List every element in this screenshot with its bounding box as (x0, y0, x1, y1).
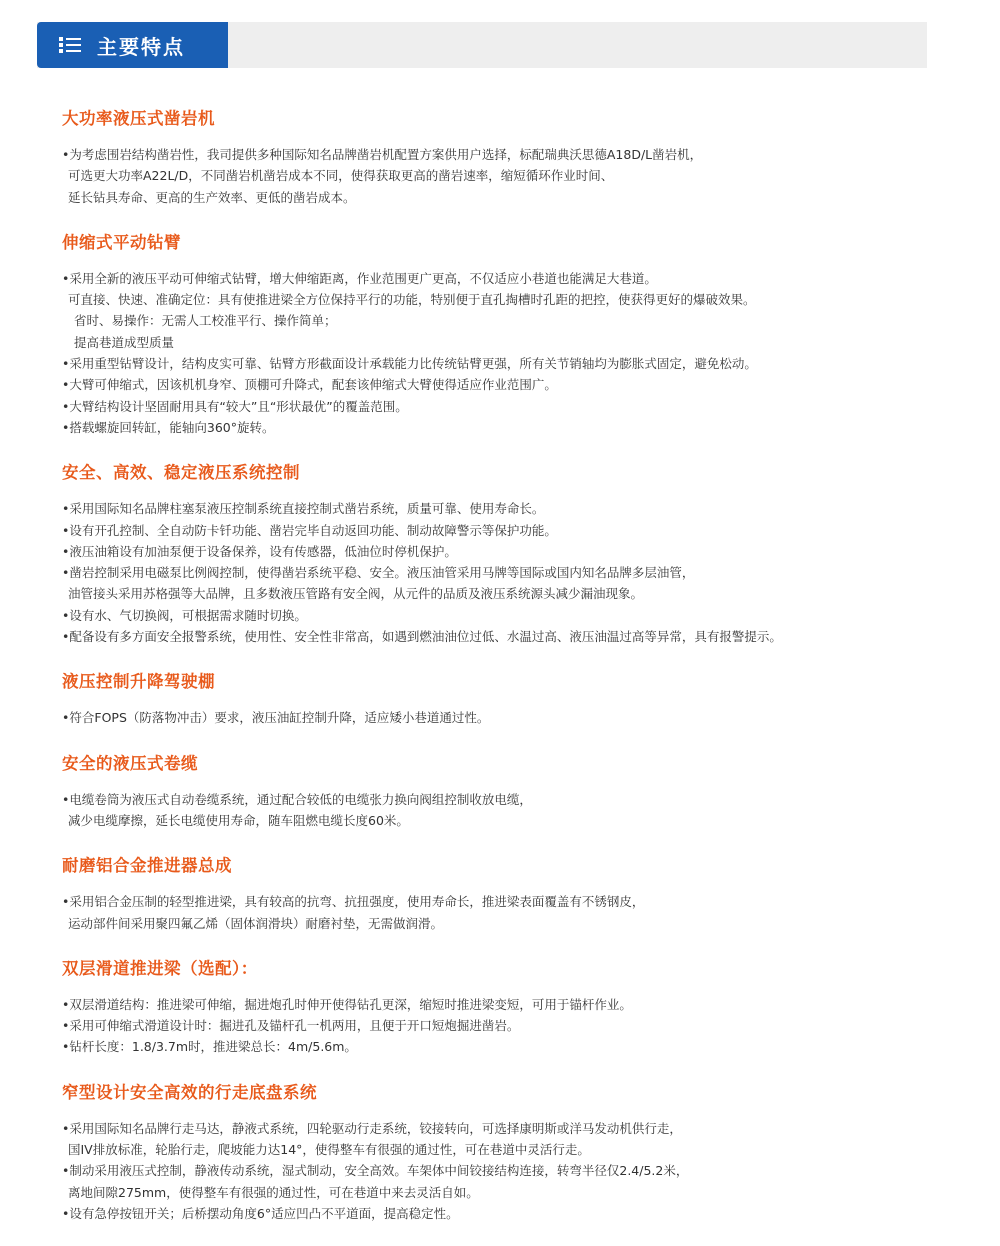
feature-line: 减少电缆摩擦，延长电缆使用寿命，随车阻燃电缆长度60米。 (68, 812, 409, 828)
section-title: 耐磨铝合金推进器总成 (62, 856, 232, 876)
feature-line: 可直接、快速、准确定位：具有使推进梁全方位保持平行的功能，特别便于直孔掏槽时孔距的把控，使获得更好的爆破效果。 (68, 292, 756, 308)
feature-line: 提高巷道成型质量 (74, 334, 175, 350)
list-icon (59, 36, 81, 54)
feature-line: •大臂可伸缩式，因该机机身窄、顶棚可升降式，配套该伸缩式大臂使得适应作业范围广。 (62, 377, 557, 393)
section-title: 伸缩式平动钻臂 (62, 232, 181, 252)
feature-line: 可选更大功率A22L/D，不同凿岩机凿岩成本不同，使得获取更高的凿岩速率，缩短循环作业时间、 (68, 168, 614, 184)
feature-section (62, 956, 962, 1058)
feature-line: 运动部件间采用聚四氟乙烯（固体润滑块）耐磨衬垫，无需做润滑。 (68, 915, 444, 931)
feature-line: •设有水、气切换阀，可根据需求随时切换。 (62, 607, 307, 623)
feature-line: •电缆卷筒为液压式自动卷缆系统，通过配合较低的电缆张力换向阀组控制收放电缆， (62, 791, 532, 807)
section-title: 液压控制升降驾驶棚 (62, 672, 215, 692)
feature-section (62, 460, 962, 647)
feature-line: •配备设有多方面安全报警系统，使用性、安全性非常高，如遇到燃油油位过低、水温过高、液压油温过高等异常，具有报警提示。 (62, 629, 782, 645)
feature-line: •采用全新的液压平动可伸缩式钻臂，增大伸缩距离，作业范围更广更高，不仅适应小巷道也能满足大巷道。 (62, 270, 657, 286)
section-title: 安全的液压式卷缆 (62, 753, 198, 773)
feature-section (62, 106, 962, 208)
feature-line: •设有急停按钮开关；后桥摆动角度6°适应凹凸不平道面，提高稳定性。 (62, 1205, 459, 1221)
feature-line: 油管接头采用苏格强等大品牌，且多数液压管路有安全阀，从元件的品质及液压系统源头减少漏油现象。 (68, 586, 644, 602)
feature-line: 延长钻具寿命、更高的生产效率、更低的凿岩成本。 (68, 189, 356, 205)
feature-line: •符合FOPS（防落物冲击）要求，液压油缸控制升降，适应矮小巷道通过性。 (62, 710, 490, 726)
section-title: 窄型设计安全高效的行走底盘系统 (62, 1082, 317, 1102)
feature-section (62, 230, 962, 438)
feature-line: •液压油箱设有加油泵便于设备保养，设有传感器，低油位时停机保护。 (62, 543, 457, 559)
feature-line: •搭载螺旋回转缸，能轴向360°旋转。 (62, 419, 275, 435)
feature-line: •钻杆长度：1.8/3.7m时，推进梁总长：4m/5.6m。 (62, 1039, 357, 1055)
feature-line: •双层滑道结构：推进梁可伸缩，掘进炮孔时伸开使得钻孔更深，缩短时推进梁变短，可用于锚杆作业。 (62, 996, 632, 1012)
feature-line: •凿岩控制采用电磁泵比例阀控制，使得凿岩系统平稳、安全。液压油管采用马牌等国际或国内知名品牌多层油管， (62, 565, 695, 581)
feature-line: •为考虑围岩结构凿岩性，我司提供多种国际知名品牌凿岩机配置方案供用户选择，标配瑞典沃思德A18D/L凿岩机， (62, 147, 703, 162)
feature-line: •采用可伸缩式滑道设计时：掘进孔及锚杆孔一机两用，且便于开口短炮掘进凿岩。 (62, 1018, 520, 1034)
feature-line: •设有开孔控制、全自动防卡钎功能、凿岩完毕自动返回功能、制动故障警示等保护功能。 (62, 522, 557, 538)
feature-section (62, 1080, 962, 1224)
feature-line: •采用重型钻臂设计，结构皮实可靠、钻臂方形截面设计承载能力比传统钻臂更强，所有关节销轴均为膨胀式固定，避免松动。 (62, 356, 757, 372)
feature-line: •采用铝合金压制的轻型推进梁，具有较高的抗弯、抗扭强度，使用寿命长，推进梁表面覆盖有不锈钢皮， (62, 894, 645, 910)
section-header-tab (37, 22, 228, 68)
section-title: 安全、高效、稳定液压系统控制 (62, 463, 300, 483)
features-content (62, 106, 962, 1246)
feature-line: •采用国际知名品牌行走马达，静液式系统，四轮驱动行走系统，铰接转向，可选择康明斯或洋马发动机供行走， (62, 1120, 682, 1136)
page-title: 主要特点 (97, 34, 185, 59)
feature-line: 离地间隙275mm，使得整车有很强的通过性，可在巷道中来去灵活自如。 (68, 1184, 479, 1200)
feature-line: 省时、易操作：无需人工校准平行、操作简单； (74, 313, 337, 329)
feature-section (62, 853, 962, 934)
section-title: 大功率液压式凿岩机 (62, 109, 215, 128)
feature-line: •制动采用液压式控制，静液传动系统，湿式制动，安全高效。车架体中间铰接结构连接，转弯半径仅2.4/5.2米， (62, 1163, 689, 1179)
feature-line: •大臂结构设计坚固耐用具有“较大”且“形状最优”的覆盖范围。 (62, 398, 408, 414)
section-title: 双层滑道推进梁（选配）： (62, 958, 258, 978)
feature-line: 国IV排放标准，轮胎行走，爬坡能力达14°，使得整车有很强的通过性，可在巷道中灵活行走。 (68, 1142, 590, 1158)
feature-line: •采用国际知名品牌柱塞泵液压控制系统直接控制式凿岩系统，质量可靠、使用寿命长。 (62, 501, 545, 517)
feature-section (62, 669, 962, 728)
feature-section (62, 751, 962, 832)
